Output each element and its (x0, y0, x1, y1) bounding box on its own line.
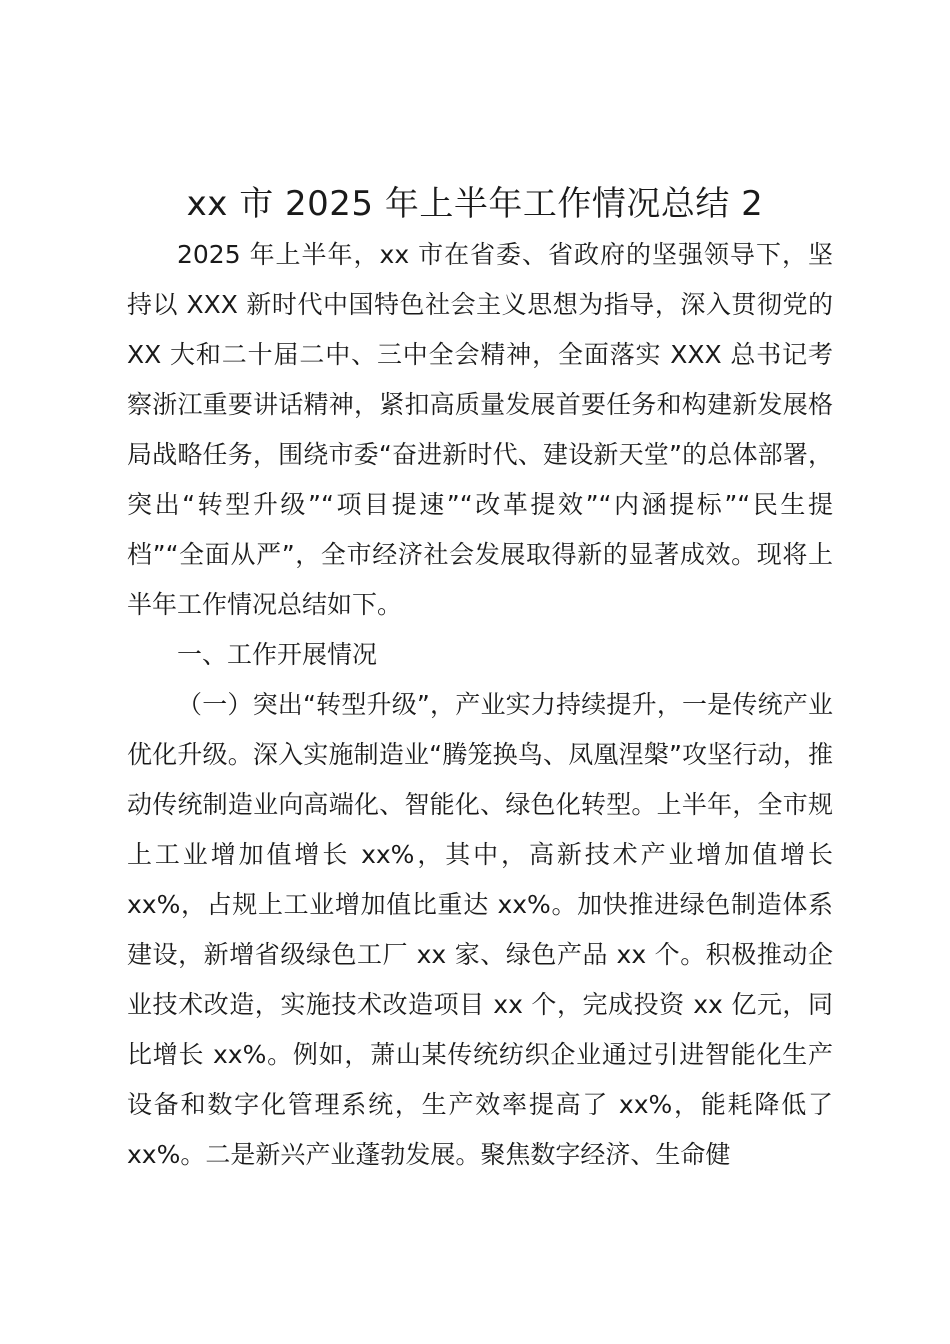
document-title: xx 市 2025 年上半年工作情况总结 2 (186, 184, 764, 224)
paragraph-intro: 2025 年上半年，xx 市在省委、省政府的坚强领导下，坚持以 XXX 新时代中国特色社会主义思想为指导，深入贯彻党的 XX 大和二十届二中、三中全会精神，全面落实 XXX 总书记考察浙江重要讲话精神，紧扣高质量发展首要任务和构建新发展格局战略任务，围绕市委“奋进新时代、建设新天堂”的总体部署，突出“转型升级”“项目提速”“改革提效”“内涵提标”“民生提档”“全面从严”，全市经济社会发展取得新的显著成效。现将上半年工作情况总结如下。 (127, 240, 833, 619)
paragraph-transformation: （一）突出“转型升级”，产业实力持续提升，一是传统产业优化升级。深入实施制造业“腾笼换鸟、凤凰涅槃”攻坚行动，推动传统制造业向高端化、智能化、绿色化转型。上半年，全市规上工业增加值增长 xx%，其中，高新技术产业增加值增长 xx%，占规上工业增加值比重达 xx%。加快推进绿色制造体系建设，新增省级绿色工厂 xx 家、绿色产品 xx 个。积极推动企业技术改造，实施技术改造项目 xx 个，完成投资 xx 亿元，同比增长 xx%。例如，萧山某传统纺织企业通过引进智能化生产设备和数字化管理系统，生产效率提高了 xx%，能耗降低了 xx%。二是新兴产业蓬勃发展。聚焦数字经济、生命健 (127, 690, 833, 1169)
section-heading: 一、工作开展情况 (177, 640, 378, 669)
document-body (127, 230, 833, 1180)
